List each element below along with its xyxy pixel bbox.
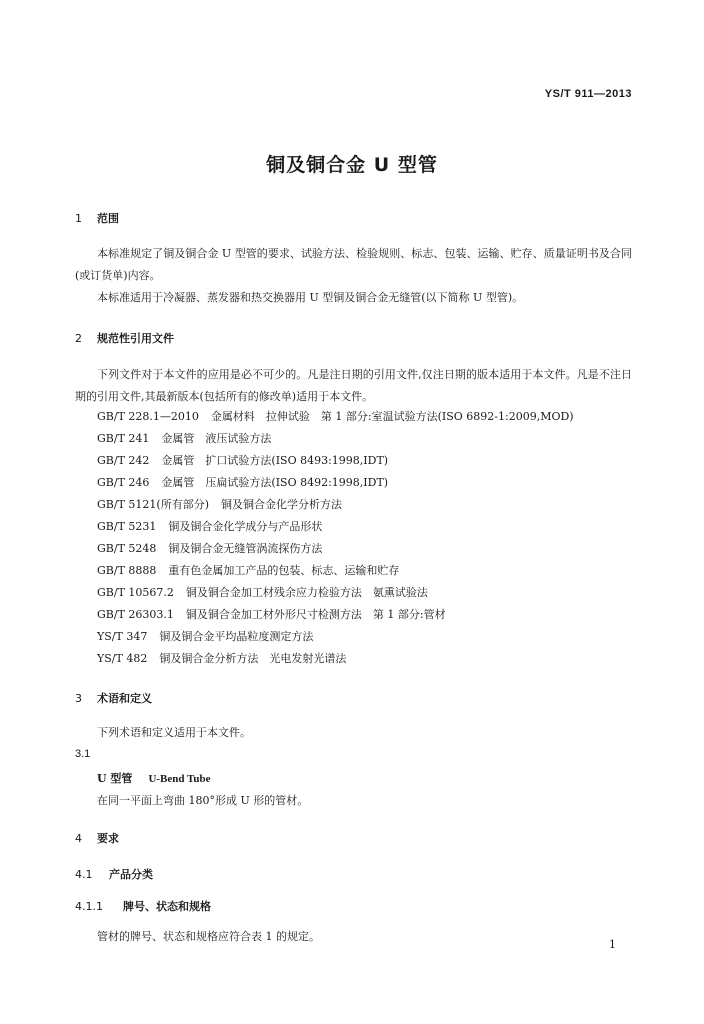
- reference-item: [97, 474, 388, 490]
- section-2-intro: 下列文件对于本文件的应用是必不可少的。凡是注日期的引用文件,仅注日期的版本适用于本文件。凡是不注日期的引用文件,其最新版本(包括所有的修改单)适用于本文件。: [75, 368, 632, 403]
- reference-code: YS/T 482: [97, 652, 148, 665]
- reference-item: [97, 606, 446, 622]
- page-number: 1: [609, 938, 616, 951]
- reference-code: GB/T 242: [97, 454, 150, 467]
- section-number: 4: [75, 832, 82, 845]
- section-4-heading: [75, 830, 119, 846]
- reference-item: [97, 430, 271, 446]
- section-title: 要求: [97, 832, 119, 845]
- reference-item: [97, 452, 388, 468]
- section-4-1-1-heading: [75, 898, 211, 914]
- reference-title: 铜及铜合金化学分析方法: [221, 498, 342, 511]
- standard-code: YS/T 911—2013: [544, 88, 632, 100]
- section-title: 产品分类: [109, 868, 153, 881]
- reference-code: GB/T 241: [97, 432, 150, 445]
- section-number: 2: [75, 332, 82, 345]
- reference-title: 金属管 压扁试验方法(ISO 8492:1998,IDT): [161, 476, 389, 489]
- section-number: 4.1: [75, 868, 93, 881]
- reference-title: 铜及铜合金加工材残余应力检验方法 氨熏试验法: [185, 586, 428, 599]
- reference-code: YS/T 347: [97, 630, 148, 643]
- section-number: 3: [75, 692, 82, 705]
- document-title: 铜及铜合金 U 型管: [266, 154, 438, 176]
- section-4-1-heading: [75, 866, 153, 882]
- section-1-heading: [75, 210, 119, 226]
- reference-title: 金属管 液压试验方法: [161, 432, 272, 445]
- reference-code: GB/T 8888: [97, 564, 157, 577]
- section-title: 术语和定义: [97, 692, 152, 705]
- section-number: 1: [75, 212, 82, 225]
- section-3-heading: [75, 690, 152, 706]
- section-1-paragraph-1: 本标准规定了铜及铜合金 U 型管的要求、试验方法、检验规则、标志、包装、运输、贮存、质量证明书及合同(或订货单)内容。: [75, 247, 632, 282]
- term-entry: [97, 770, 211, 786]
- section-title: 范围: [97, 212, 119, 225]
- reference-title: 重有色金属加工产品的包装、标志、运输和贮存: [168, 564, 400, 577]
- term-english: U-Bend Tube: [148, 773, 211, 785]
- reference-item: [97, 628, 313, 644]
- reference-title: 金属材料 拉伸试验 第 1 部分:室温试验方法(ISO 6892-1:2009,MOD): [210, 410, 574, 423]
- reference-code: GB/T 26303.1: [97, 608, 174, 621]
- reference-item: [97, 584, 428, 600]
- section-2-heading: [75, 330, 174, 346]
- reference-title: 铜及铜合金化学成分与产品形状: [168, 520, 323, 533]
- reference-item: [97, 540, 322, 556]
- section-3-intro: 下列术语和定义适用于本文件。: [97, 726, 251, 739]
- section-title: 牌号、状态和规格: [123, 900, 211, 913]
- reference-title: 金属管 扩口试验方法(ISO 8493:1998,IDT): [161, 454, 389, 467]
- reference-code: GB/T 5231: [97, 520, 157, 533]
- section-4-1-1-text: 管材的牌号、状态和规格应符合表 1 的规定。: [97, 930, 320, 943]
- section-number: 4.1.1: [75, 900, 103, 913]
- reference-item: [97, 496, 342, 512]
- reference-code: GB/T 10567.2: [97, 586, 174, 599]
- reference-title: 铜及铜合金平均晶粒度测定方法: [159, 630, 314, 643]
- term-chinese: U 型管: [97, 772, 133, 785]
- reference-item: [97, 408, 574, 424]
- reference-item: [97, 650, 346, 666]
- reference-code: GB/T 228.1—2010: [97, 410, 199, 423]
- reference-title: 铜及铜合金分析方法 光电发射光谱法: [159, 652, 347, 665]
- section-1-paragraph-2: 本标准适用于冷凝器、蒸发器和热交换器用 U 型铜及铜合金无缝管(以下简称 U 型管)。: [97, 291, 524, 304]
- reference-code: GB/T 5121(所有部分): [97, 498, 209, 511]
- reference-item: [97, 518, 322, 534]
- term-number: 3.1: [75, 748, 91, 760]
- reference-code: GB/T 5248: [97, 542, 157, 555]
- reference-code: GB/T 246: [97, 476, 150, 489]
- reference-item: [97, 562, 399, 578]
- section-title: 规范性引用文件: [97, 332, 174, 345]
- reference-title: 铜及铜合金加工材外形尺寸检测方法 第 1 部分:管材: [185, 608, 446, 621]
- term-definition: 在同一平面上弯曲 180°形成 U 形的管材。: [97, 794, 309, 807]
- reference-title: 铜及铜合金无缝管涡流探伤方法: [168, 542, 323, 555]
